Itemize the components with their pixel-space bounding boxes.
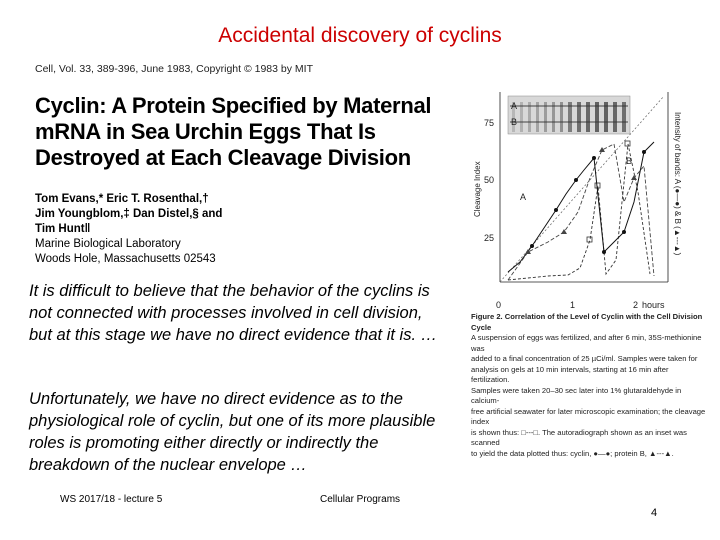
right-axis-label: Intensity of bands: A (●—●) & B (▲---▲)	[673, 112, 682, 256]
left-tick: 75	[484, 118, 495, 128]
figure-caption	[471, 312, 706, 459]
quote-difficult-to-believe: It is difficult to believe that the behavior of the cyclins is not connected with processes involved in cell division, but at this stage we have no direct evidence that it is. …	[29, 282, 438, 344]
caption-line: added to a final concentration of 25 µCi/ml. Samples were taken for	[471, 354, 698, 363]
caption-line: Samples were taken 20–30 sec later into 1% glutaraldehyde in calcium-	[471, 385, 682, 405]
x-unit: hours	[642, 300, 665, 310]
footer-course: WS 2017/18 - lecture 5	[60, 494, 163, 505]
slide-title: Accidental discovery of cyclins	[218, 24, 502, 47]
paper-authors	[35, 192, 222, 267]
caption-line: to yield the data plotted thus: cyclin, ●—●; protein B, ▲---▲.	[471, 448, 674, 458]
left-axis-label: Cleavage Index	[473, 161, 482, 217]
paper-citation: Cell, Vol. 33, 389-396, June 1983, Copyright © 1983 by MIT	[35, 63, 313, 75]
left-tick: 50	[484, 175, 495, 185]
x-tick: 1	[570, 300, 576, 310]
gel-label-b: B	[511, 117, 518, 127]
affiliation-line: Marine Biological Laboratory	[35, 238, 181, 250]
x-tick: 0	[496, 300, 502, 310]
caption-line: A suspension of eggs was fertilized, and after 6 min, 35S-methionine was	[471, 333, 702, 353]
footer-topic: Cellular Programs	[320, 494, 401, 505]
paper-title-line: mRNA in Sea Urchin Eggs That Is	[35, 119, 376, 144]
annotation-b: B	[626, 156, 633, 166]
affiliation-line: Woods Hole, Massachusetts 02543	[35, 253, 216, 265]
gel-label-a: A	[511, 101, 518, 111]
caption-line: free artificial seawater for later microscopic examination; the cleavage index	[471, 406, 706, 426]
quote-physiological-role: Unfortunately, we have no direct evidence as to the physiological role of cyclin, but one of its more plausible roles is promoting either directly or indirectly the breakdown of the nuclear envelope …	[29, 390, 436, 474]
author-line: Jim Youngblom,‡ Dan Distel,§ and	[35, 208, 223, 220]
left-tick: 25	[484, 233, 495, 243]
caption-title: Figure 2. Correlation of the Level of Cyclin with the Cell Division Cycle	[471, 312, 703, 332]
paper-figure	[468, 82, 698, 322]
paper-title-line: Destroyed at Each Cleavage Division	[35, 145, 411, 170]
x-tick: 2	[633, 300, 639, 310]
gel-autoradiograph	[508, 96, 630, 134]
figure-plot	[468, 82, 698, 322]
annotation-a: A	[520, 192, 527, 202]
caption-line: is shown thus: □---□. The autoradiograph shown as an inset was scanned	[471, 427, 687, 447]
paper-title	[35, 93, 465, 171]
paper-title-line: Cyclin: A Protein Specified by Maternal	[35, 93, 432, 118]
page-number: 4	[651, 507, 658, 519]
caption-line: analysis on gels at 10 min intervals, starting at 16 min after fertilization.	[471, 364, 669, 384]
author-line: Tom Evans,* Eric T. Rosenthal,†	[35, 193, 209, 205]
author-line: Tim Hunt‖	[35, 223, 91, 235]
